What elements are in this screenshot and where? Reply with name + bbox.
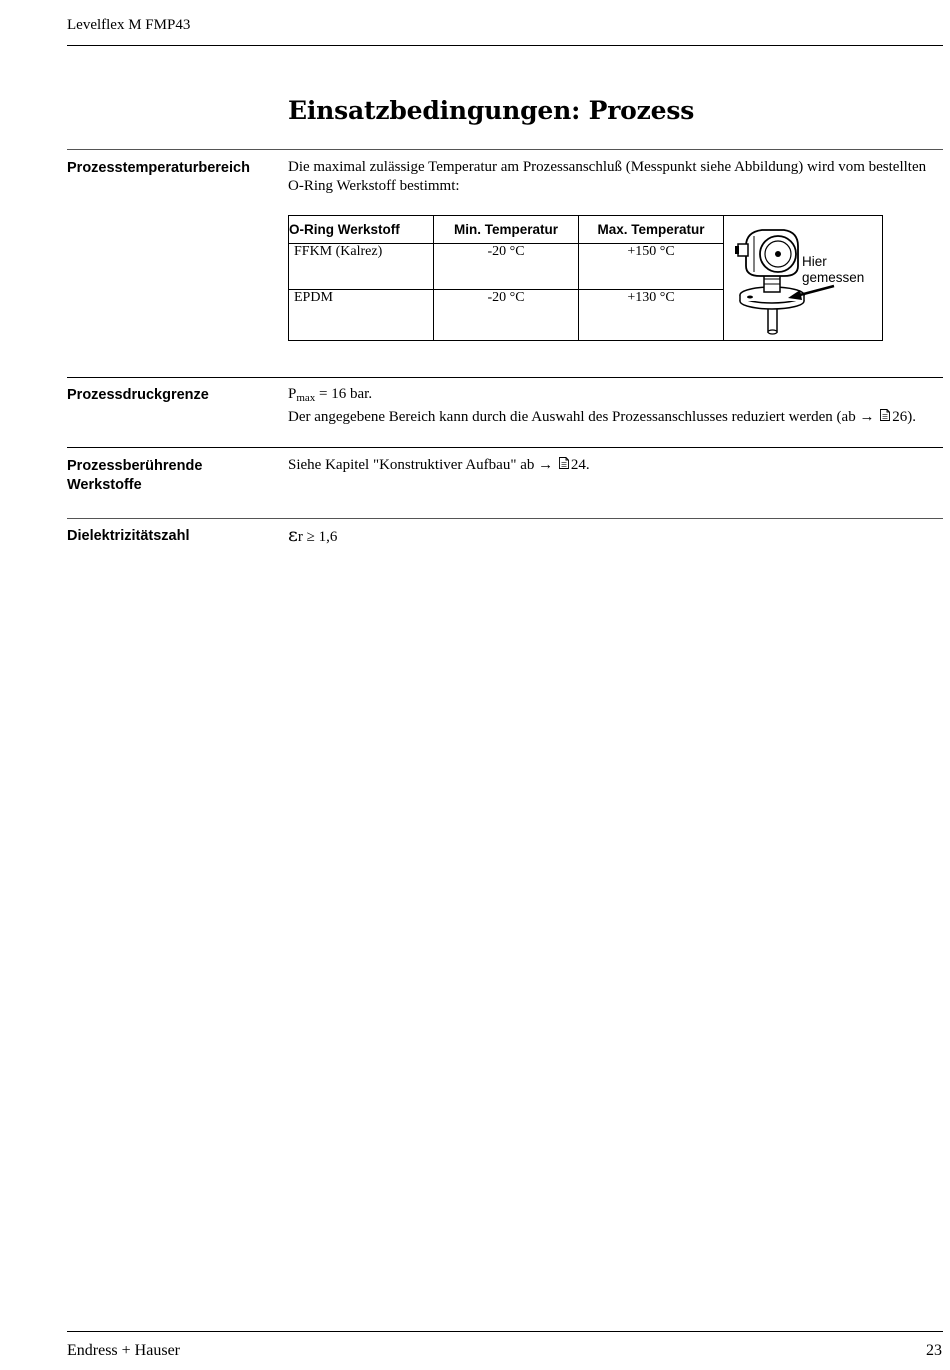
section-label-pressure: Prozessdruckgrenze xyxy=(67,387,209,403)
dielectric-value xyxy=(288,526,938,547)
dielectric-text: r ≥ 1,6 xyxy=(297,529,338,545)
header-product: Levelflex M FMP43 xyxy=(67,17,191,33)
figure-label-line2: gemessen xyxy=(802,270,865,285)
temperature-table xyxy=(288,215,883,341)
page-ref-icon xyxy=(878,408,892,422)
epsilon-symbol: ε xyxy=(288,524,298,546)
arrow-icon: → xyxy=(859,409,875,425)
section-divider xyxy=(67,447,943,448)
pressure-note: Der angegebene Bereich kann durch die Auswahl des Prozessanschlusses reduziert werden (ab xyxy=(288,409,856,425)
section-label-temperature: Prozesstemperaturbereich xyxy=(67,160,250,176)
pressure-description xyxy=(288,385,938,427)
pressure-line2 xyxy=(288,408,938,427)
table-header-material: O-Ring Werkstoff xyxy=(289,216,434,244)
materials-description xyxy=(288,456,938,475)
page-reference[interactable]: 24 xyxy=(570,457,586,473)
table-cell-max: +130 °C xyxy=(579,290,724,341)
page-title: Einsatzbedingungen: Prozess xyxy=(288,96,695,125)
section-divider xyxy=(67,518,943,519)
section-divider xyxy=(67,149,943,150)
table-header-max: Max. Temperatur xyxy=(579,216,724,244)
header-rule xyxy=(67,45,943,46)
section-divider xyxy=(67,377,943,378)
pressure-value: = 16 bar. xyxy=(315,386,373,402)
footer-company: Endress + Hauser xyxy=(67,1342,180,1359)
table-header-row xyxy=(289,216,883,244)
table-cell-max: +150 °C xyxy=(579,243,724,289)
pressure-symbol: P xyxy=(288,386,297,402)
level-transmitter-icon xyxy=(724,216,882,340)
measurement-figure xyxy=(724,216,883,341)
arrow-icon: → xyxy=(538,457,554,473)
table-cell-min: -20 °C xyxy=(434,243,579,289)
pressure-line1 xyxy=(288,385,938,408)
materials-text: Siehe Kapitel "Konstruktiver Aufbau" ab xyxy=(288,457,535,473)
table-cell-material: EPDM xyxy=(289,290,434,341)
materials-text-end: . xyxy=(585,457,590,473)
pressure-note-end: ). xyxy=(907,409,916,425)
pressure-subscript: max xyxy=(296,392,316,404)
footer-page-number: 23 xyxy=(926,1342,942,1359)
page-ref-icon xyxy=(557,456,571,470)
section-label-materials: Prozessberührende Werkstoffe xyxy=(67,458,203,493)
temperature-description: Die maximal zulässige Temperatur am Prozessanschluß (Messpunkt siehe Abbildung) wird vom bestellten O-Ring Werkstoff bestimmt: xyxy=(288,159,927,194)
table-header-min: Min. Temperatur xyxy=(434,216,579,244)
section-label-dielectric: Dielektrizitätszahl xyxy=(67,528,190,544)
table-cell-material: FFKM (Kalrez) xyxy=(289,243,434,289)
page-reference[interactable]: 26 xyxy=(892,409,908,425)
figure-label-line1: Hier xyxy=(802,254,827,269)
footer-rule xyxy=(67,1331,943,1332)
table-cell-min: -20 °C xyxy=(434,290,579,341)
